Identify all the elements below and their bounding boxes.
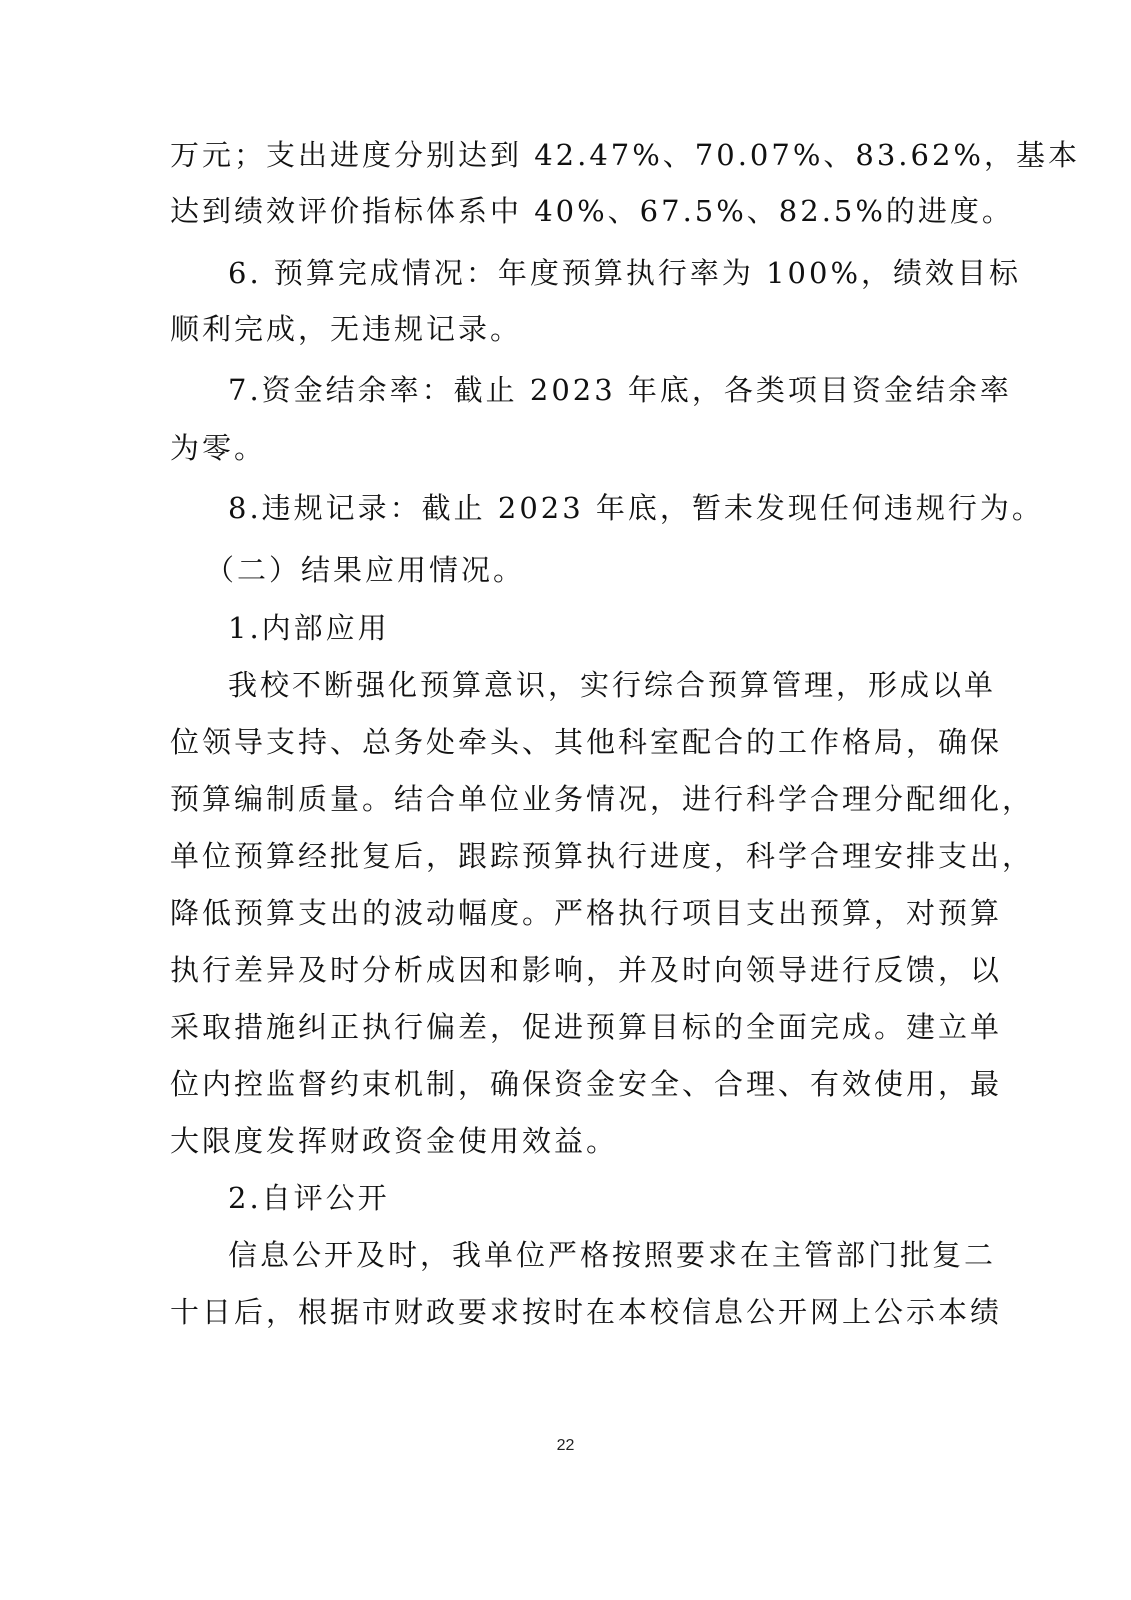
text-line-7: 8.违规记录：截止 2023 年底，暂未发现任何违规行为。 <box>228 491 1044 525</box>
text-line-16: 采取措施纠正执行偏差，促进预算目标的全面完成。建立单 <box>170 1010 1003 1044</box>
text-line-3: 6. 预算完成情况：年度预算执行率为 100%，绩效目标 <box>228 256 1022 290</box>
text-line-20: 信息公开及时，我单位严格按照要求在主管部门批复二 <box>228 1238 997 1272</box>
text-line-11: 位领导支持、总务处牵头、其他科室配合的工作格局，确保 <box>170 725 1003 759</box>
text-line-14: 降低预算支出的波动幅度。严格执行项目支出预算，对预算 <box>170 896 1003 930</box>
page-number: 22 <box>556 1437 575 1454</box>
text-line-6: 为零。 <box>170 431 267 465</box>
text-line-12: 预算编制质量。结合单位业务情况，进行科学合理分配细化， <box>170 782 1035 816</box>
text-line-5: 7.资金结余率：截止 2023 年底，各类项目资金结余率 <box>228 373 1012 407</box>
text-line-4: 顺利完成，无违规记录。 <box>170 312 523 346</box>
text-line-17: 位内控监督约束机制，确保资金安全、合理、有效使用，最 <box>170 1067 1003 1101</box>
section-heading: （二）结果应用情况。 <box>205 553 526 587</box>
subheading-self-evaluation: 2.自评公开 <box>228 1181 390 1215</box>
text-line-15: 执行差异及时分析成因和影响，并及时向领导进行反馈，以 <box>170 953 1003 987</box>
text-line-18: 大限度发挥财政资金使用效益。 <box>170 1124 619 1158</box>
text-line-1: 万元；支出进度分别达到 42.47%、70.07%、83.62%，基本 <box>170 138 1080 172</box>
subheading-internal-use: 1.内部应用 <box>228 611 390 645</box>
text-line-21: 十日后，根据市财政要求按时在本校信息公开网上公示本绩 <box>170 1295 1003 1329</box>
text-line-2: 达到绩效评价指标体系中 40%、67.5%、82.5%的进度。 <box>170 194 1014 228</box>
text-line-10: 我校不断强化预算意识，实行综合预算管理，形成以单 <box>228 668 997 702</box>
text-line-13: 单位预算经批复后，跟踪预算执行进度，科学合理安排支出， <box>170 839 1035 873</box>
